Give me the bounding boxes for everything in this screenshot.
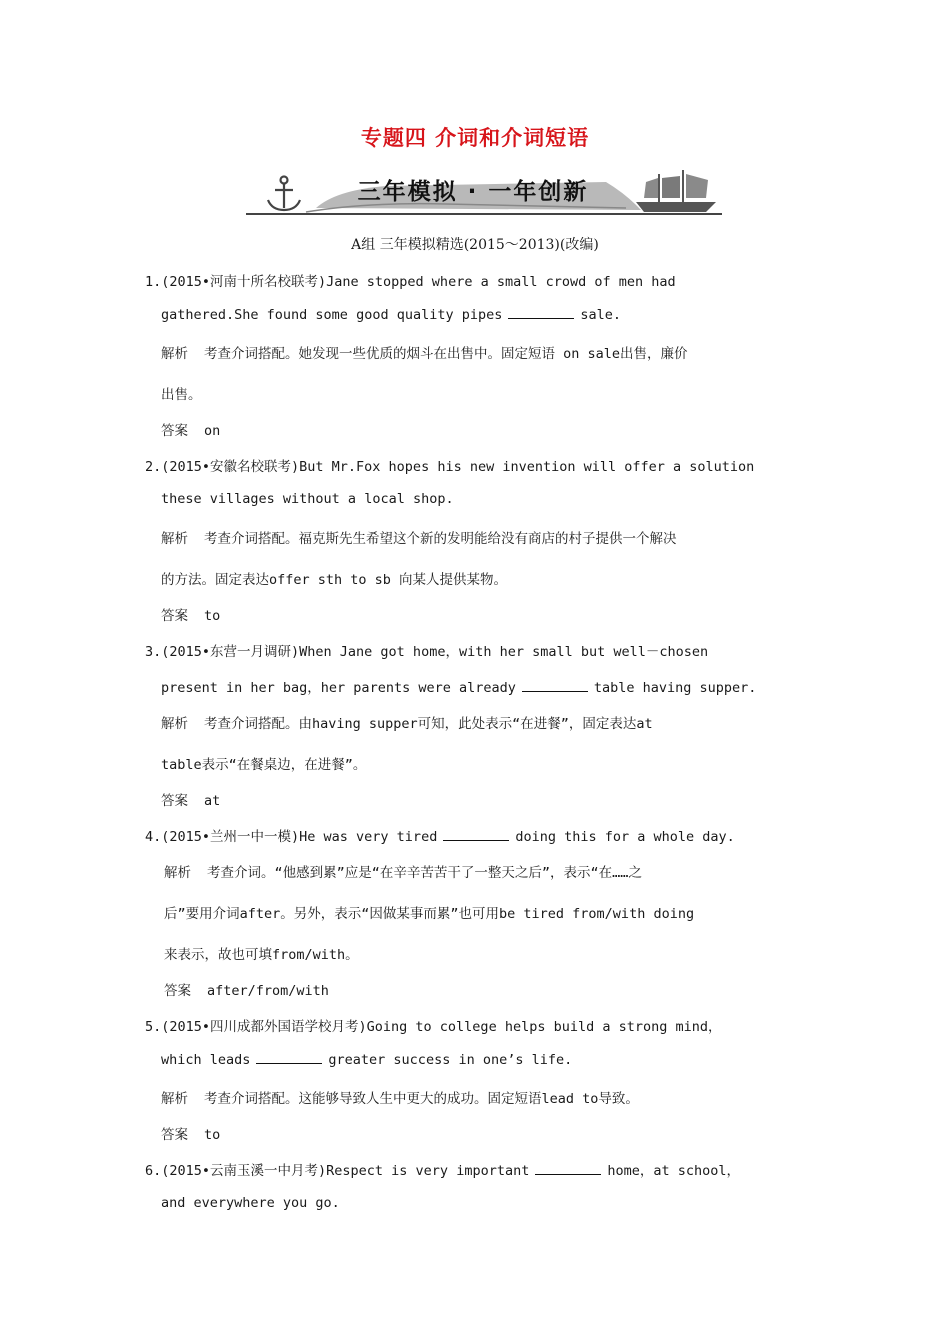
section-title: A组 三年模拟精选(2015～2013)(改编) (351, 237, 599, 253)
answer-line: 答案 after/from/with (164, 983, 329, 999)
analysis-line: 的方法。固定表达offer sth to sb 向某人提供某物。 (161, 572, 508, 588)
answer-blank (508, 306, 574, 319)
answer-blank (535, 1162, 601, 1175)
question-text: 6.(2015•云南玉溪一中月考)Respect is very important home，at school， (145, 1163, 741, 1179)
analysis-line: table表示“在餐桌边，在进餐”。 (161, 757, 367, 773)
question-text: 4.(2015•兰州一中一模)He was very tired doing this for a whole day. (145, 829, 735, 845)
analysis-line: 来表示，故也可填from/with。 (164, 947, 359, 963)
question-text: present in her bag，her parents were already table having supper. (161, 680, 757, 696)
question-text: 2.(2015•安徽名校联考)But Mr.Fox hopes his new invention will offer a solution (145, 459, 755, 475)
analysis-line: 解析 考查介词搭配。由having supper可知，此处表示“在进餐”，固定表达at (161, 716, 653, 732)
page-title: 专题四 介词和介词短语 (360, 125, 590, 150)
analysis-line: 解析 考查介词。“他感到累”应是“在辛辛苦苦干了一整天之后”，表示“在……之 (164, 865, 642, 881)
question-text: 3.(2015•东营一月调研)When Jane got home，with her small but well－chosen (145, 644, 709, 660)
answer-line: 答案 at (161, 793, 221, 809)
section-banner (246, 168, 722, 216)
banner-title: 三年模拟 · 一年创新 (357, 179, 589, 205)
answer-blank (522, 679, 588, 692)
question-text: 5.(2015•四川成都外国语学校月考)Going to college helps build a strong mind， (145, 1019, 722, 1035)
question-text: these villages without a local shop. (161, 491, 454, 507)
analysis-line: 出售。 (161, 387, 202, 403)
analysis-line: 后”要用介词after。另外，表示“因做某事而累”也可用be tired from/with doing (164, 906, 695, 922)
question-text: 1.(2015•河南十所名校联考)Jane stopped where a small crowd of men had (145, 274, 676, 290)
answer-line: 答案 to (161, 1127, 221, 1143)
answer-line: 答案 to (161, 608, 221, 624)
question-text: gathered.She found some good quality pipes sale. (161, 307, 622, 323)
answer-line: 答案 on (161, 423, 221, 439)
question-text: and everywhere you go. (161, 1195, 340, 1211)
question-text: which leads greater success in one’s life. (161, 1052, 573, 1068)
analysis-line: 解析 考查介词搭配。这能够导致人生中更大的成功。固定短语lead to导致。 (161, 1091, 639, 1107)
anchor-icon (268, 177, 300, 211)
answer-blank (443, 828, 509, 841)
analysis-line: 解析 考查介词搭配。她发现一些优质的烟斗在出售中。固定短语 on sale出售，廉价 (161, 346, 688, 362)
analysis-line: 解析 考查介词搭配。福克斯先生希望这个新的发明能给没有商店的村子提供一个解决 (161, 531, 677, 547)
answer-blank (256, 1051, 322, 1064)
ship-icon (636, 170, 716, 212)
